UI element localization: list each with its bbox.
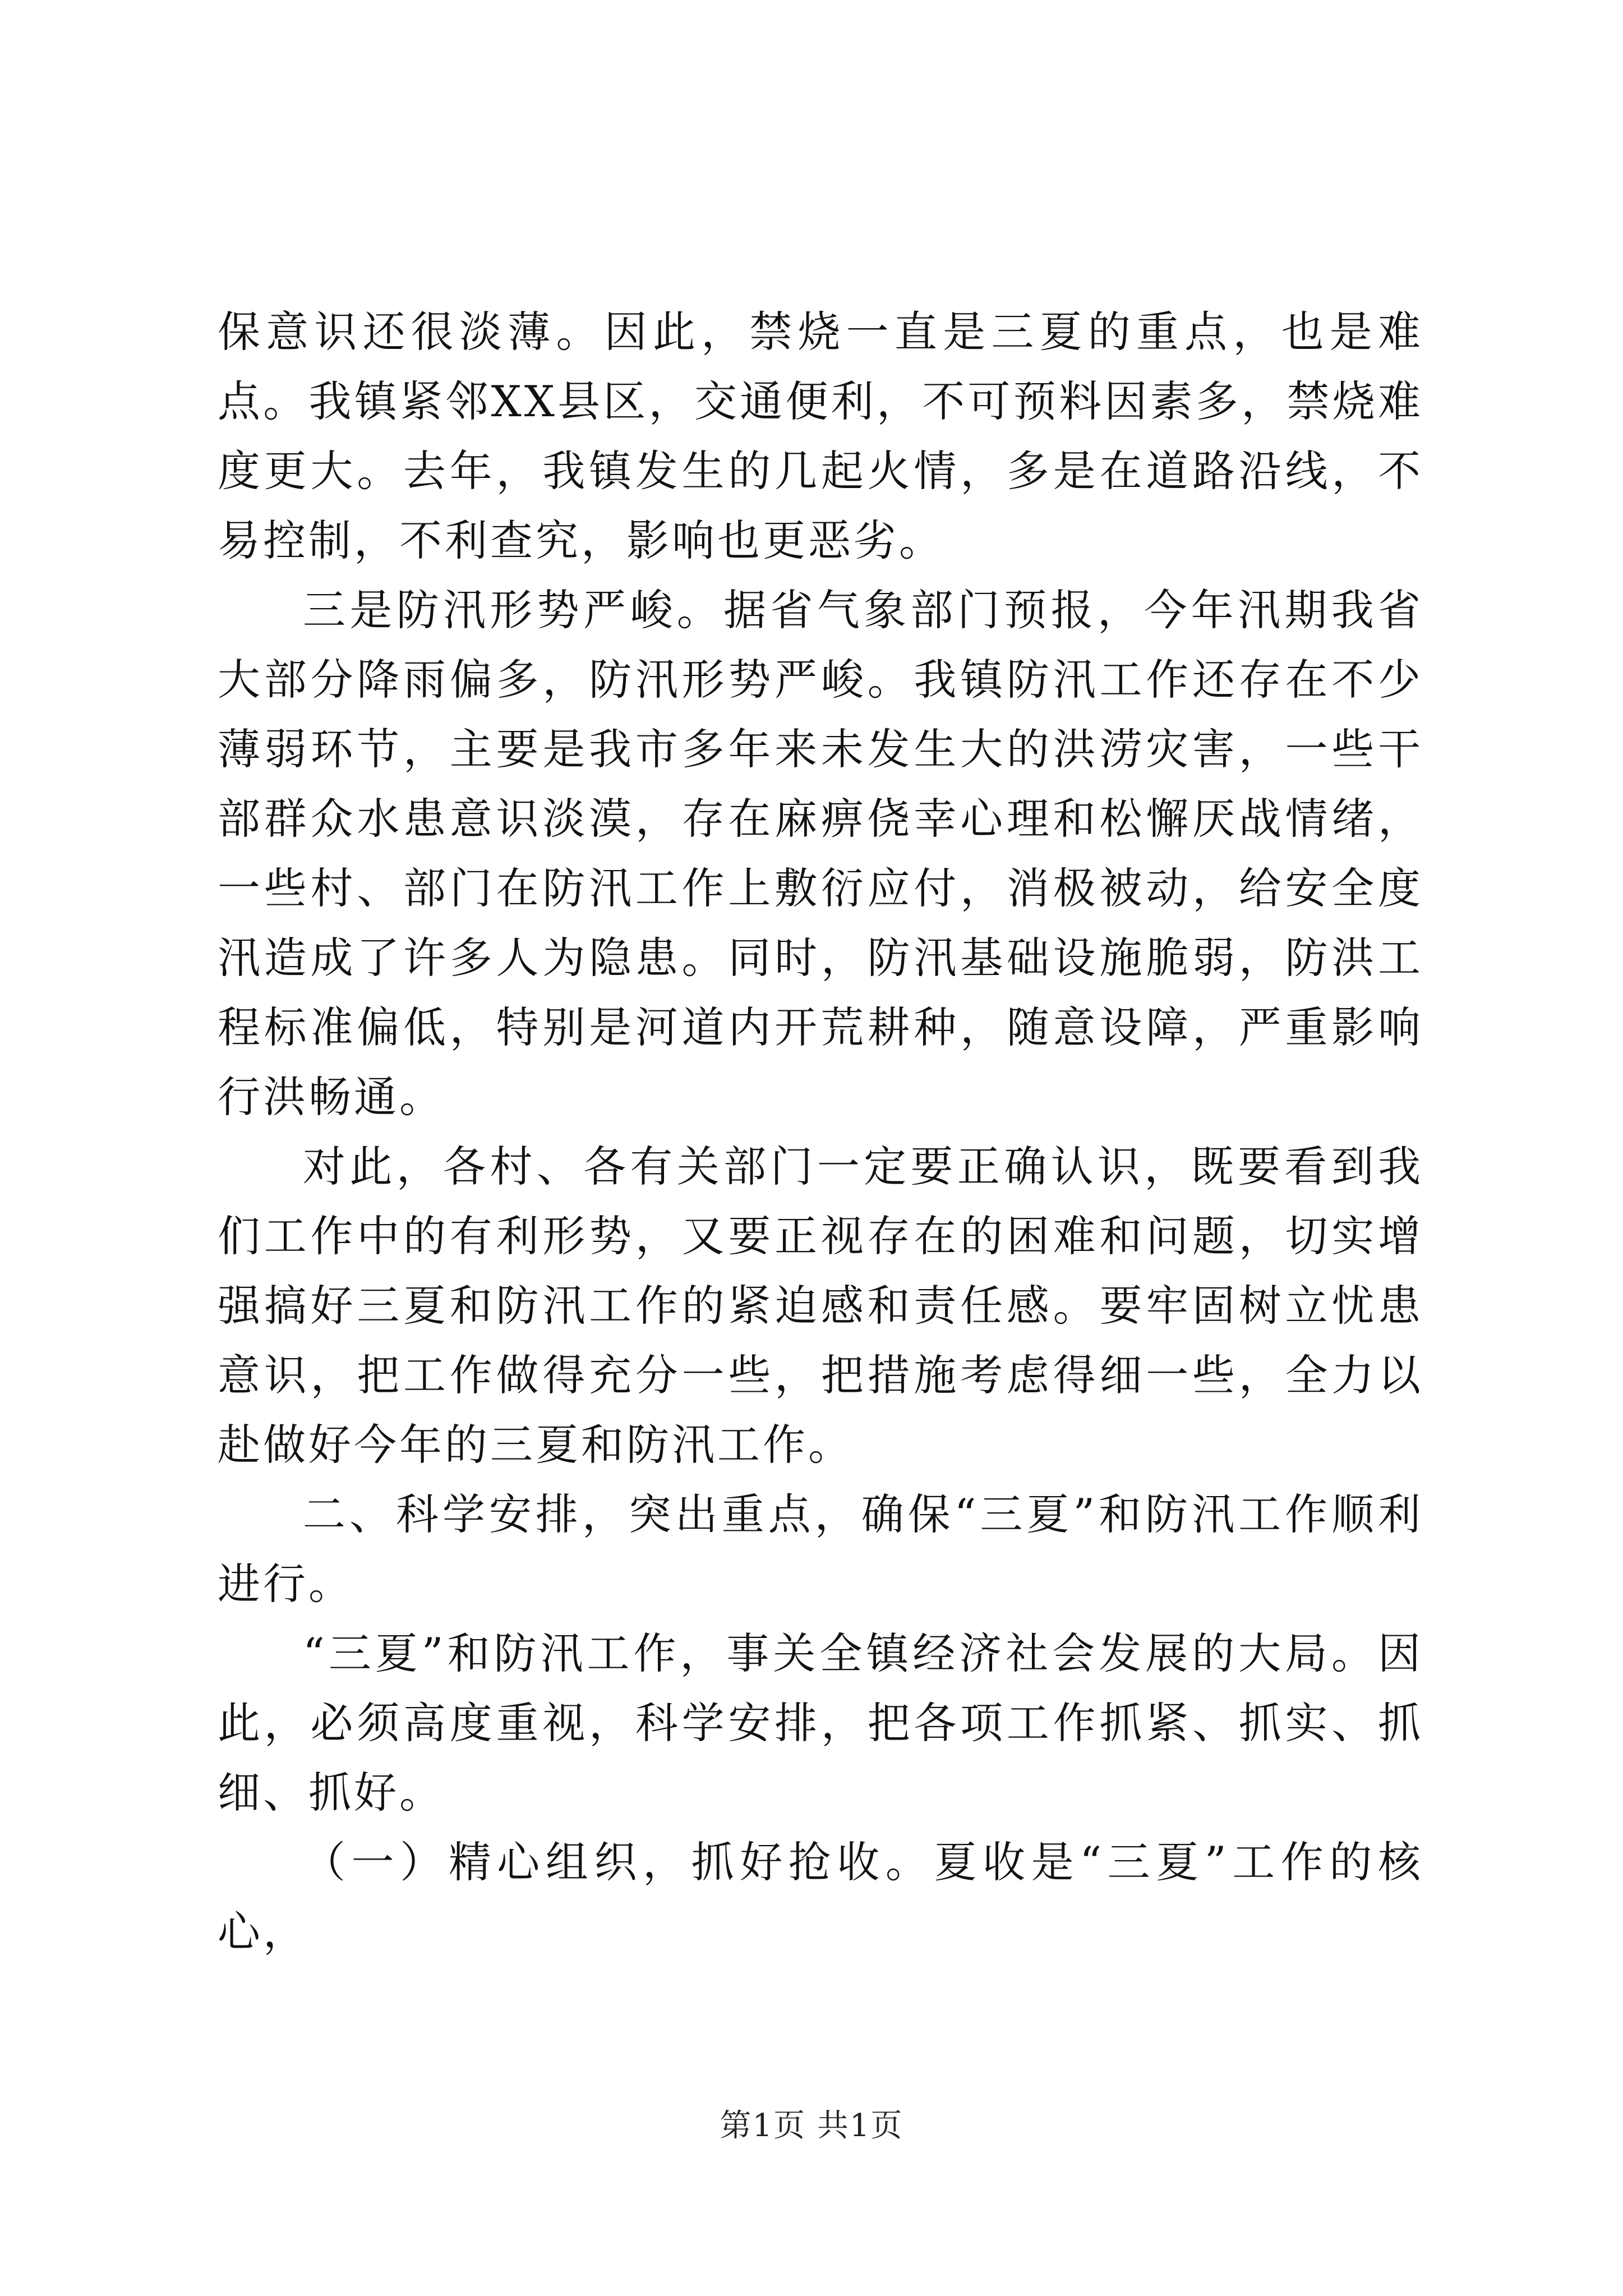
paragraph-flood-situation: 三是防汛形势严峻。据省气象部门预报，今年汛期我省大部分降雨偏多，防汛形势严峻。我镇防汛工作还存在不少薄弱环节，主要是我市多年来未发生大的洪涝灾害，一些干部群众水患意识淡漠，存在麻痹侥幸心理和松懈厌战情绪，一些村、部门在防汛工作上敷衍应付，消极被动，给安全度汛造成了许多人为隐患。同时，防汛基础设施脆弱，防洪工程标准偏低，特别是河道内开荒耕种，随意设障，严重影响行洪畅通。 (218, 585, 1423, 1122)
document-body (218, 297, 1423, 1967)
paragraph-burning-ban: 保意识还很淡薄。因此，禁烧一直是三夏的重点，也是难点。我镇紧邻XX县区，交通便利，不可预料因素多，禁烧难度更大。去年，我镇发生的几起火情，多是在道路沿线，不易控制，不利查究，影响也更恶劣。 (218, 307, 1423, 565)
paragraph-harvest-organization: （一）精心组织，抓好抢收。夏收是“三夏”工作的核心， (218, 1837, 1423, 1957)
paragraph-understanding: 对此，各村、各有关部门一定要正确认识，既要看到我们工作中的有利形势，又要正视存在的困难和问题，切实增强搞好三夏和防汛工作的紧迫感和责任感。要牢固树立忧患意识，把工作做得充分一些，把措施考虑得细一些，全力以赴做好今年的三夏和防汛工作。 (218, 1142, 1423, 1470)
page-number-footer: 第1页 共1页 (720, 2108, 903, 2144)
section-heading-two: 二、科学安排，突出重点，确保“三夏”和防汛工作顺利进行。 (218, 1489, 1423, 1609)
paragraph-overall-situation: “三夏”和防汛工作，事关全镇经济社会发展的大局。因此，必须高度重视，科学安排，把各项工作抓紧、抓实、抓细、抓好。 (218, 1628, 1423, 1818)
